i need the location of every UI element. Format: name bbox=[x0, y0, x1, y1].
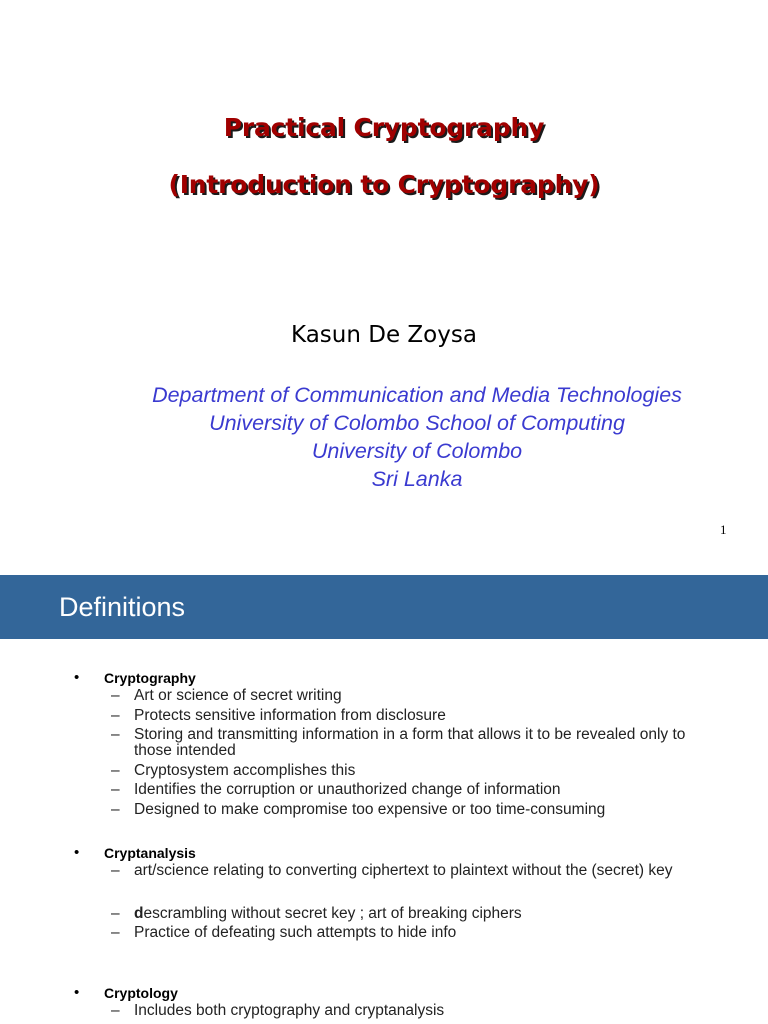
definition-section-cryptography bbox=[0, 669, 768, 822]
affiliation-block bbox=[0, 381, 768, 493]
bullet-row bbox=[0, 669, 768, 688]
list-item: – Includes both cryptography and cryptanalysis bbox=[111, 1002, 445, 1019]
list-item: – Protects sensitive information from disclosure bbox=[111, 706, 446, 724]
page-number: 1 bbox=[720, 522, 727, 537]
bullet-icon: • bbox=[74, 844, 80, 861]
definition-section-cryptology bbox=[0, 984, 768, 1023]
dash-icon: – bbox=[111, 862, 120, 879]
dash-icon: – bbox=[111, 924, 120, 942]
affiliation-line: University of Colombo School of Computing bbox=[209, 411, 625, 435]
section-label: Cryptology bbox=[104, 985, 178, 1001]
bullet-row bbox=[0, 984, 768, 1003]
list-item: – descrambling without secret key ; art of breaking ciphers bbox=[111, 904, 522, 922]
definitions-slide bbox=[0, 575, 768, 1024]
bullet-icon: • bbox=[74, 984, 80, 1001]
slide-title-line-2: (Introduction to Cryptography) bbox=[168, 170, 600, 199]
definition-section-cryptanalysis bbox=[0, 844, 768, 945]
list-item: – Identifies the corruption or unauthorized change of information bbox=[111, 781, 561, 799]
list-item: – Art or science of secret writing bbox=[111, 687, 342, 704]
dash-icon: – bbox=[111, 706, 120, 724]
affiliation-line: Sri Lanka bbox=[371, 467, 463, 491]
section-label: Cryptanalysis bbox=[104, 845, 196, 861]
dash-icon: – bbox=[111, 761, 120, 779]
dash-icon: – bbox=[111, 1002, 120, 1019]
dash-icon: – bbox=[111, 687, 120, 704]
slide-header-title: Definitions bbox=[59, 592, 186, 622]
dash-icon: – bbox=[111, 781, 120, 799]
list-item: – Storing and transmitting information in a form that allows it to be revealed only to those intended bbox=[111, 726, 686, 760]
affiliation-line: Department of Communication and Media Technologies bbox=[152, 383, 682, 407]
list-item: – Designed to make compromise too expensive or too time-consuming bbox=[111, 800, 606, 818]
bullet-row bbox=[0, 844, 768, 863]
list-item: – Practice of defeating such attempts to hide info bbox=[111, 924, 457, 942]
author-name: Kasun De Zoysa bbox=[291, 322, 477, 348]
slide-header-bar bbox=[0, 575, 768, 639]
bullet-icon: • bbox=[74, 669, 80, 686]
affiliation-line: University of Colombo bbox=[311, 439, 523, 463]
section-label: Cryptography bbox=[104, 670, 196, 686]
dash-icon: – bbox=[111, 800, 120, 818]
list-item: – Cryptosystem accomplishes this bbox=[111, 761, 356, 779]
dash-icon: – bbox=[111, 726, 120, 744]
dash-icon: – bbox=[111, 904, 120, 922]
list-item: – art/science relating to converting ciphertext to plaintext without the (secret) key bbox=[111, 862, 673, 879]
slide-title-line-1: Practical Cryptography bbox=[223, 113, 545, 142]
